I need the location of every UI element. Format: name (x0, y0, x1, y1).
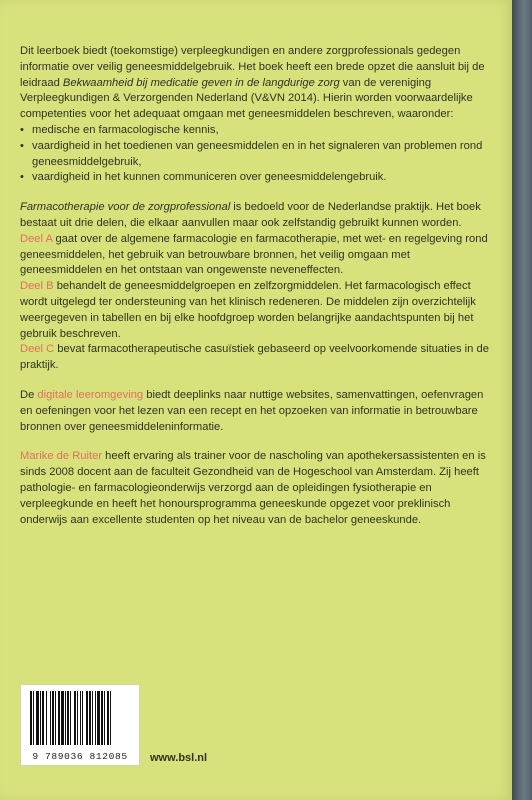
part-a-text: gaat over de algemene farmacologie en farmacotherapie, met wet- en regelgeving rond geneesmiddelen, het gebruik van betrouwbare bronnen, het veilig omgaan met geneesmiddelen en het ontstaan van ongewenste neveneffecten. (20, 232, 488, 277)
part-c-label: Deel C (20, 343, 55, 356)
book-text: is bedoeld voor de Nederlandse praktijk. Het boek bestaat uit drie delen, die elkaar aanvullen maar ook zelfstandig gebruikt kunnen worden. (20, 201, 481, 229)
digital-environment-label: digitale leeromgeving (37, 388, 144, 401)
part-b-paragraph (20, 279, 494, 342)
competency-list (20, 123, 494, 186)
part-b-label: Deel B (20, 280, 54, 293)
publisher-website: www.bsl.nl (150, 752, 208, 764)
list-item: • vaardigheid in het kunnen communiceren over geneesmiddelengebruik. (20, 170, 494, 186)
intro-text-b: van de vereniging Verpleegkundigen & Verzorgenden Nederland (V&VN 2014). Hierin worden voorwaardelijke competenties voor het adequaat omgaan met geneesmiddelen beschreven, waaronder: (20, 76, 473, 121)
list-item: • medische en farmacologische kennis, (20, 123, 494, 139)
part-c-text: bevat farmacotherapeutische casuïstiek gebaseerd op veelvoorkomende situaties in de praktijk. (20, 343, 489, 372)
part-a-paragraph (20, 232, 494, 279)
book-spine (512, 0, 532, 800)
part-b-text: behandelt de geneesmiddelgroepen en zelfzorgmiddelen. Het farmacologisch effect wordt uitgelegd ter ondersteuning van het klinisch redeneren. De middelen zijn overzichtelijk weergegeven in tabellen en bij elke hoofdgroep worden belangrijke aandachtspunten bij het gebruik beschreven. (20, 280, 476, 340)
guideline-title: Bekwaamheid bij medicatie geven in de langdurige zorg (62, 76, 340, 89)
book-title: Farmacotherapie voor de zorgprofessional (20, 201, 231, 214)
digital-pre: De (20, 388, 38, 401)
author-name: Marike de Ruiter (20, 450, 103, 463)
intro-text-a: Dit leerboek biedt (toekomstige) verpleegkundigen en andere zorgprofessionals gedegen informatie over veilig geneesmiddelgebruik. Het boek heeft een brede opzet die aansluit bij de leidraad (20, 45, 485, 89)
intro-paragraph (20, 44, 494, 123)
barcode-bars (28, 691, 132, 747)
part-c-paragraph (20, 342, 494, 374)
digital-paragraph (20, 388, 494, 435)
author-paragraph (20, 449, 494, 528)
author-bio: heeft ervaring als trainer voor de nascholing van apothekersassistenten en is sinds 2008 docent aan de faculteit Gezondheid van de Hogeschool van Amsterdam. Zij heeft pathologie- en farmacologieonderwijs verzorgd aan de opleidingen fysiotherapie en verpleegkunde en heeft het honoursprogramma geneeskunde opgezet voor preklinisch onderwijs aan excellente studenten op het niveau van de bachelor geneeskunde. (20, 450, 486, 526)
barcode (20, 684, 140, 766)
isbn-number: 9 789036 812085 (32, 751, 128, 762)
part-a-label: Deel A (20, 232, 53, 245)
digital-text: biedt deeplinks naar nuttige websites, samenvattingen, oefenvragen en oefeningen voor het lezen van een recept en het opzoeken van informatie in betrouwbare bronnen over geneesmiddeleninformatie. (20, 388, 484, 433)
book-paragraph (20, 200, 494, 232)
blurb (20, 44, 494, 528)
list-item: • vaardigheid in het toedienen van geneesmiddelen en in het signaleren van problemen rond geneesmiddelgebruik, (20, 139, 494, 171)
